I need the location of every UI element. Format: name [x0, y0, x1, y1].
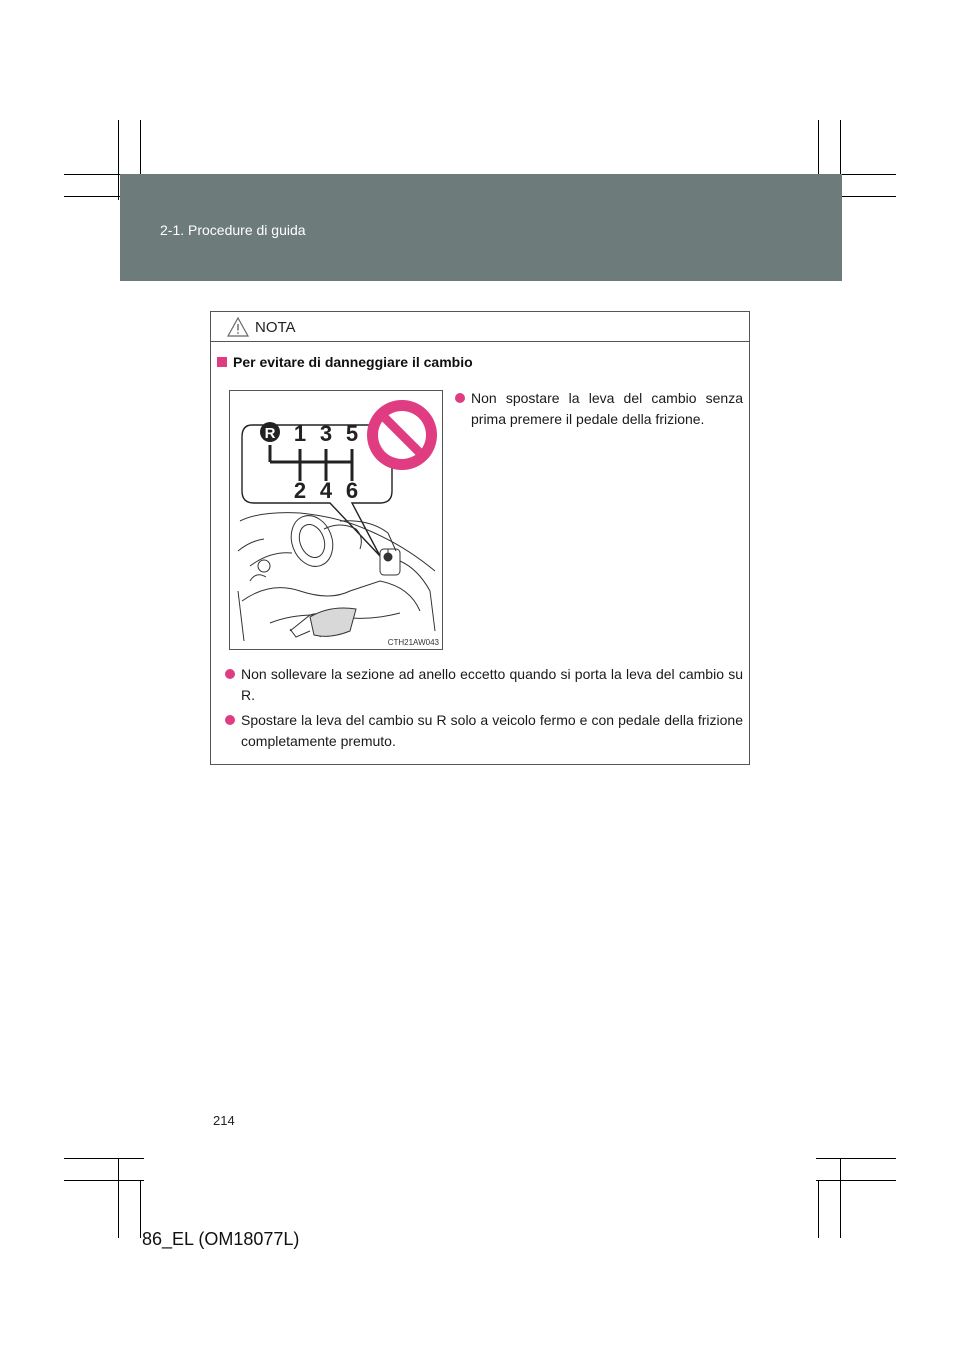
illustration-code: CTH21AW043 [387, 638, 439, 647]
crop-mark [64, 1180, 144, 1181]
gear-1-label: 1 [293, 421, 307, 446]
bullet-dot-icon [455, 393, 465, 403]
bullet-item [241, 710, 743, 752]
gear-2-label: 2 [293, 478, 307, 503]
page-number: 214 [213, 1113, 235, 1128]
crop-mark [816, 1180, 896, 1181]
crop-mark [816, 1158, 896, 1159]
crop-mark [140, 1180, 141, 1238]
bullet-text: Spostare la leva del cambio su R solo a veicolo fermo e con pedale della frizione completamente premuto. [241, 712, 743, 749]
crop-mark [818, 1180, 819, 1238]
note-heading-text: Per evitare di danneggiare il cambio [233, 354, 473, 370]
note-title: NOTA [255, 319, 296, 336]
gear-6-label: 6 [345, 478, 359, 503]
note-box [210, 311, 750, 765]
warning-triangle-icon [227, 316, 249, 338]
section-title: 2-1. Procedure di guida [160, 222, 306, 238]
crop-mark [840, 1158, 841, 1238]
shift-illustration-drawing [230, 391, 442, 649]
note-heading [217, 354, 473, 370]
bullet-dot-icon [225, 715, 235, 725]
bullet-text: Non sollevare la sezione ad anello eccetto quando si porta la leva del cambio su R. [241, 666, 743, 703]
gear-4-label: 4 [319, 478, 333, 503]
gear-5-label: 5 [345, 421, 359, 446]
crop-mark [118, 120, 119, 200]
bullet-item [471, 388, 743, 430]
gear-3-label: 3 [319, 421, 333, 446]
prohibited-icon [367, 400, 437, 470]
crop-mark [118, 1158, 119, 1238]
bullet-dot-icon [225, 669, 235, 679]
square-bullet-icon [217, 357, 227, 367]
knee-shading [310, 608, 356, 636]
document-code: 86_EL (OM18077L) [142, 1229, 300, 1249]
bullet-item [241, 664, 743, 706]
reverse-label: R [264, 425, 276, 442]
bullet-text: Non spostare la leva del cambio senza prima premere il pedale della frizione. [471, 390, 743, 427]
note-header [211, 312, 749, 342]
crop-mark [64, 1158, 144, 1159]
shift-illustration [229, 390, 443, 650]
